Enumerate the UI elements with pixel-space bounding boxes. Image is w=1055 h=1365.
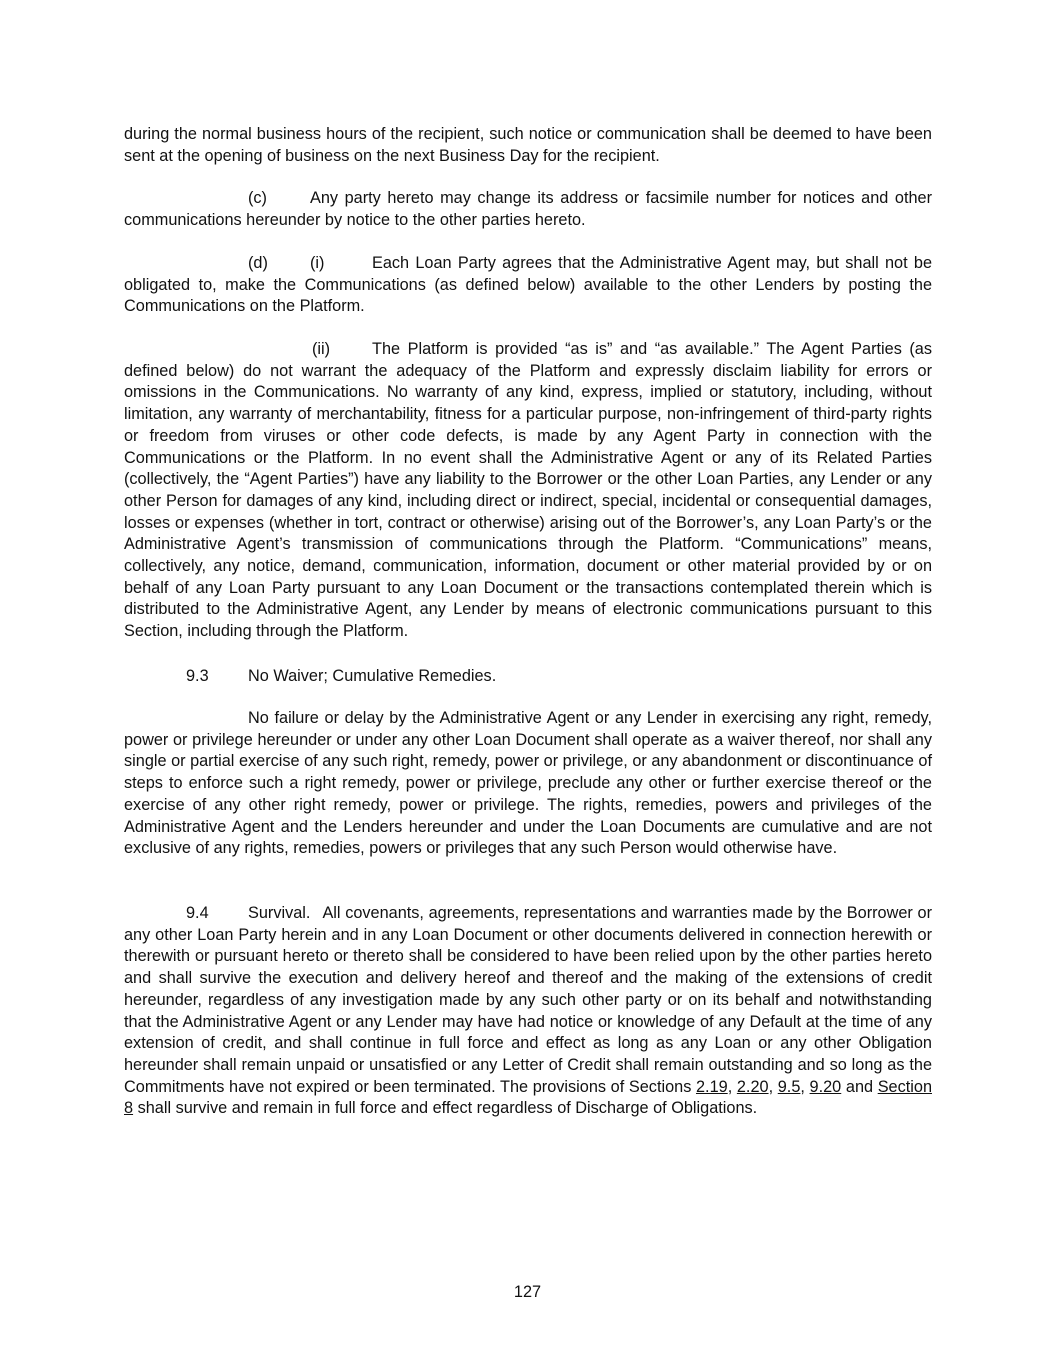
section-reference: 2.20 <box>736 1077 769 1096</box>
paragraph-no-waiver: No failure or delay by the Administrative Agent or any Lender in exercising any right, remedy, power or privilege hereunder or under any other Loan Document shall operate as a waiver thereof, nor shall any single or partial exercise of any such right, remedy, power or privilege, or any abandonment or discontinuance of steps to enforce such a right remedy, power or privilege, preclude any other or further exercise thereof or the exercise of any other right remedy, power or privilege. The rights, remedies, powers and privileges of the Administrative Agent and the Lenders hereunder and under the Loan Documents are cumulative and are not exclusive of any rights, remedies, powers or privileges that any such Person would otherwise have. <box>124 709 932 858</box>
section-title: Survival. <box>248 904 311 922</box>
section-reference: 9.5 <box>777 1077 801 1096</box>
section-heading-9-3 <box>186 666 496 688</box>
page-number: 127 <box>513 1283 542 1301</box>
paragraph-c: (c) Any party hereto may change its address or facsimile number for notices and other communications hereunder by notice to the other parties hereto. <box>124 189 932 229</box>
section-reference: 2.19 <box>695 1077 728 1096</box>
paragraph-survival: 9.4 Survival. All covenants, agreements, representations and warranties made by the Borrower or any other Loan Party herein and in any Loan Document or other documents delivered in connection herewith or therewith or pursuant hereto or thereto shall be considered to have been relied upon by the other parties hereto and shall survive the execution and delivery hereof and thereof and the making of the extensions of credit hereunder, regardless of any investigation made by any such other party or on its behalf and notwithstanding that the Administrative Agent or any Lender may have had notice or knowledge of any Default at the time of any extension of credit, and shall continue in full force and effect as long as any Loan or any other Obligation hereunder shall remain unpaid or unsatisfied or any Letter of Credit shall remain outstanding and so long as the Commitments have not expired or been terminated. The provisions of Sections 2.19, 2.20, 9.5, 9.20 and Section 8 shall survive and remain in full force and effect regardless of Discharge of Obligations. <box>124 904 932 1118</box>
paragraph-ii: (ii) The Platform is provided “as is” and “as available.” The Agent Parties (as defined below) do not warrant the adequacy of the Platform and expressly disclaim liability for errors or omissions in the Communications. No warranty of any kind, express, implied or statutory, including, without limitation, any warranty of merchantability, fitness for a particular purpose, non-infringement of third-party rights or freedom from viruses or other code defects, is made by any Agent Party in connection with the Communications or the Platform. In no event shall the Administrative Agent or any of its Related Parties (collectively, the “Agent Parties”) have any liability to the Borrower or the other Loan Parties, any Lender or any other Person for damages of any kind, including direct or indirect, special, incidental or consequential damages, losses or expenses (whether in tort, contract or otherwise) arising out of the Borrower’s, any Loan Party’s or the Administrative Agent’s transmission of communications through the Platform. “Communications” means, collectively, any notice, demand, communication, information, document or other material provided by or on behalf of any Loan Party pursuant to any Loan Document or the transactions contemplated therein which is distributed to the Administrative Agent, any Lender by means of electronic communications pursuant to this Section, including through the Platform. <box>124 340 932 641</box>
paragraph-d-i: (d) (i) Each Loan Party agrees that the Administrative Agent may, but shall not be obligated to, make the Communications (as defined below) available to the other Lenders by posting the Communications on the Platform. <box>124 254 932 316</box>
section-number: 9.3 <box>186 667 209 685</box>
section-reference: Section 8 <box>124 1077 932 1118</box>
clause-sublabel-ii: (ii) <box>312 340 331 358</box>
paragraph-continuation: during the normal business hours of the recipient, such notice or communication shall be deemed to have been sent at the opening of business on the next Business Day for the recipient. <box>124 125 932 165</box>
clause-label-d: (d) <box>248 254 268 272</box>
section-number: 9.4 <box>186 904 209 922</box>
clause-sublabel-i: (i) <box>310 254 325 272</box>
section-reference: 9.20 <box>809 1077 842 1096</box>
section-title: No Waiver; Cumulative Remedies. <box>248 667 497 685</box>
clause-label-c: (c) <box>248 189 267 207</box>
